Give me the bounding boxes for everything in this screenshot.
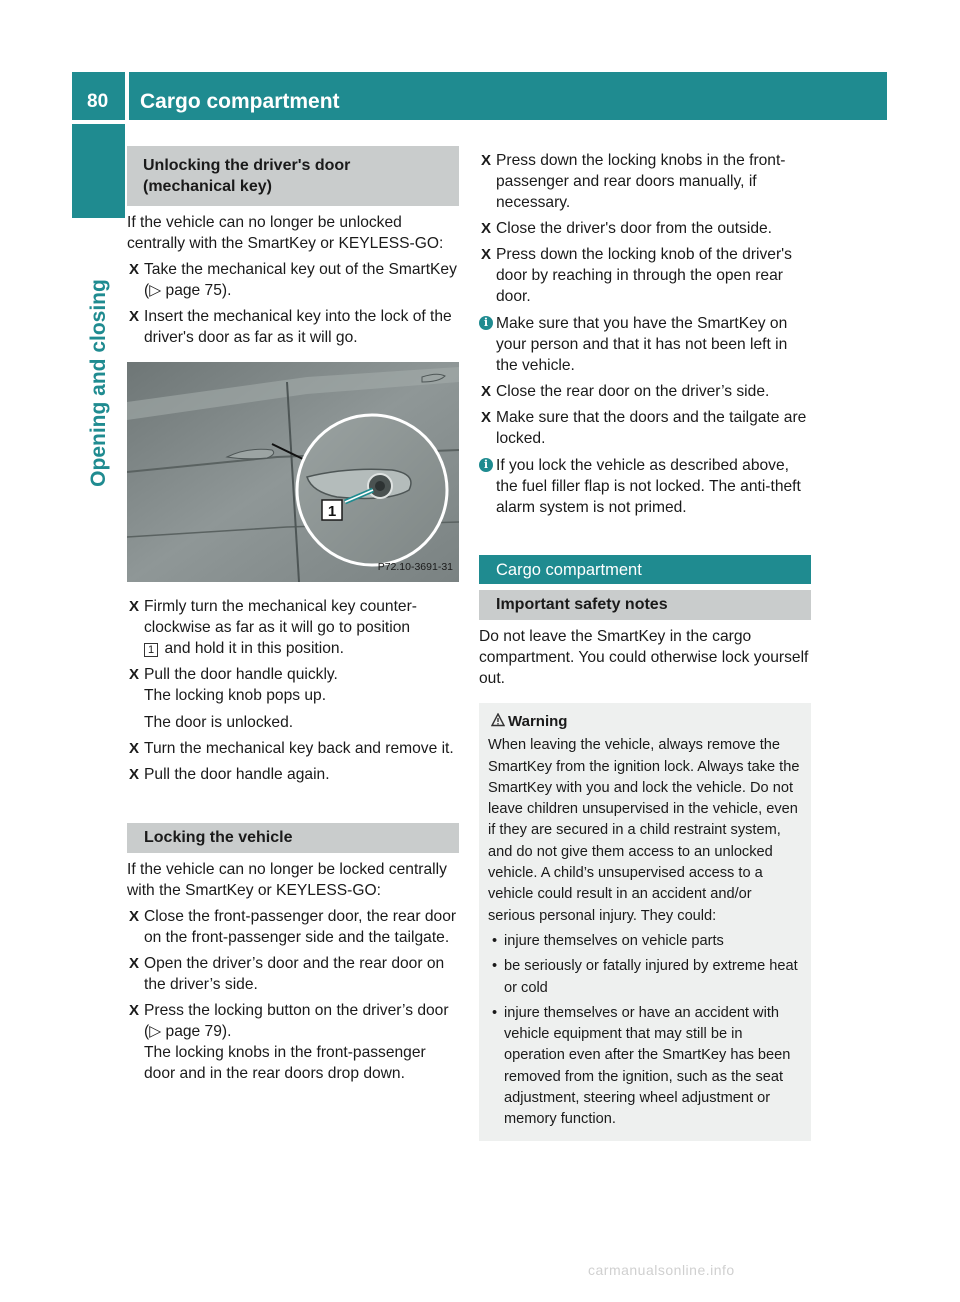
door-lock-figure: [127, 362, 459, 582]
warning-bullet: • injure themselves or have an accident with vehicle equipment that may still be in operation even after the SmartKey has been removed from the ignition, such as the seat adjustment, steering wheel adjustment or memory function.: [488, 1003, 802, 1131]
warning-bullet: • injure themselves on vehicle parts: [488, 931, 802, 952]
info-text: Make sure that you have the SmartKey on your person and that it has not been left in the vehicle.: [496, 315, 788, 374]
step-item: [127, 1000, 459, 1084]
callout-1-label: 1: [327, 503, 337, 520]
step-arrow-icon: X: [481, 152, 492, 169]
step-text: Close the rear door on the driver’s side.: [496, 383, 770, 400]
step-arrow-icon: X: [129, 261, 140, 278]
step-item: [479, 150, 811, 213]
step-item: [127, 596, 459, 659]
step-text: Close the front-passenger door, the rear door on the front-passenger side and the tailgate.: [144, 908, 457, 946]
watermark: carmanualsonline.info: [588, 1262, 735, 1278]
step-item: [127, 764, 459, 785]
info-text: If you lock the vehicle as described above, the fuel filler flap is not locked. The anti-theft alarm system is not primed.: [496, 457, 801, 516]
unlock-heading: Unlocking the driver's door (mechanical key): [127, 146, 459, 206]
cargo-heading: Cargo compartment: [479, 555, 811, 584]
step-item: [479, 218, 811, 239]
step-text: Pull the door handle again.: [144, 766, 330, 783]
step-arrow-icon: X: [129, 908, 140, 925]
warning-text: When leaving the vehicle, always remove the SmartKey from the ignition lock. Always take the SmartKey with you and lock the vehicle. Do not leave children unsupervised in the vehicle, even if they are secured in a child restraint system, and do not give them access to an unlocked vehicle. A child’s unsupervised access to a vehicle could result in an accident and/or serious personal injury. They could:: [488, 737, 800, 924]
step-item: [479, 381, 811, 402]
lock-heading: Locking the vehicle: [127, 823, 459, 853]
position-key-box: 1: [144, 643, 158, 657]
warning-triangle-icon: [491, 713, 505, 727]
step-arrow-icon: X: [129, 740, 140, 757]
left-column: [127, 146, 459, 1084]
step-text: Press the locking button on the driver’s door (▷ page 79).: [144, 1002, 449, 1040]
side-tab-label: Opening and closing: [87, 279, 110, 487]
step-arrow-icon: X: [481, 220, 492, 237]
step-text: Press down the locking knobs in the front-passenger and rear doors manually, if necessary.: [496, 152, 786, 211]
step-text: Take the mechanical key out of the SmartKey (▷ page 75).: [144, 261, 457, 299]
warning-title: [488, 711, 802, 732]
step-text: Pull the door handle quickly.: [144, 666, 338, 683]
step-item: [127, 738, 459, 759]
step-arrow-icon: X: [129, 955, 140, 972]
step-result: The door is unlocked.: [144, 714, 294, 731]
step-arrow-icon: X: [481, 383, 492, 400]
step-text: Insert the mechanical key into the lock of the driver's door as far as it will go.: [144, 308, 452, 346]
step-item: [479, 244, 811, 307]
step-arrow-icon: X: [481, 409, 492, 426]
step-text: Close the driver's door from the outside.: [496, 220, 772, 237]
step-text: Press down the locking knob of the driver's door by reaching in through the open rear door.: [496, 246, 792, 305]
right-column: [479, 150, 811, 1141]
warning-bullet: • be seriously or fatally injured by extreme heat or cold: [488, 956, 802, 999]
step-arrow-icon: X: [129, 1002, 140, 1019]
step-text: Turn the mechanical key back and remove it.: [144, 740, 454, 757]
page-number: 80: [72, 72, 125, 120]
step-arrow-icon: X: [481, 246, 492, 263]
step-item: [127, 259, 459, 301]
step-text: Make sure that the doors and the tailgate are locked.: [496, 409, 807, 447]
step-result: The locking knobs in the front-passenger door and in the rear doors drop down.: [144, 1044, 426, 1082]
unlock-intro: If the vehicle can no longer be unlocked centrally with the SmartKey or KEYLESS-GO:: [127, 214, 444, 252]
warning-box: [479, 703, 811, 1141]
step-item: [479, 407, 811, 449]
door-lock-illustration: [127, 362, 459, 582]
step-item: [127, 664, 459, 706]
lock-intro: If the vehicle can no longer be locked centrally with the SmartKey or KEYLESS-GO:: [127, 861, 447, 899]
info-note: [479, 313, 811, 376]
section-title: Cargo compartment: [129, 72, 887, 120]
step-arrow-icon: X: [129, 308, 140, 325]
info-icon: i: [479, 316, 493, 330]
side-tab-block: [72, 124, 125, 218]
step-text: Open the driver’s door and the rear door on the driver’s side.: [144, 955, 445, 993]
step-arrow-icon: X: [129, 598, 140, 615]
step-arrow-icon: X: [129, 766, 140, 783]
step-result: The locking knob pops up.: [144, 687, 327, 704]
step-text: and hold it in this position.: [164, 640, 344, 657]
step-arrow-icon: X: [129, 666, 140, 683]
figure-code: P72.10-3691-31: [377, 561, 453, 573]
info-note: [479, 455, 811, 518]
step-item: [127, 906, 459, 948]
safety-intro: Do not leave the SmartKey in the cargo compartment. You could otherwise lock yourself out.: [479, 628, 809, 687]
step-item: [127, 306, 459, 348]
step-text: Firmly turn the mechanical key counter-clockwise as far as it will go to position: [144, 598, 417, 636]
info-icon: i: [479, 458, 493, 472]
safety-heading: Important safety notes: [479, 590, 811, 620]
warning-title-text: Warning: [508, 713, 568, 730]
step-item: [127, 953, 459, 995]
